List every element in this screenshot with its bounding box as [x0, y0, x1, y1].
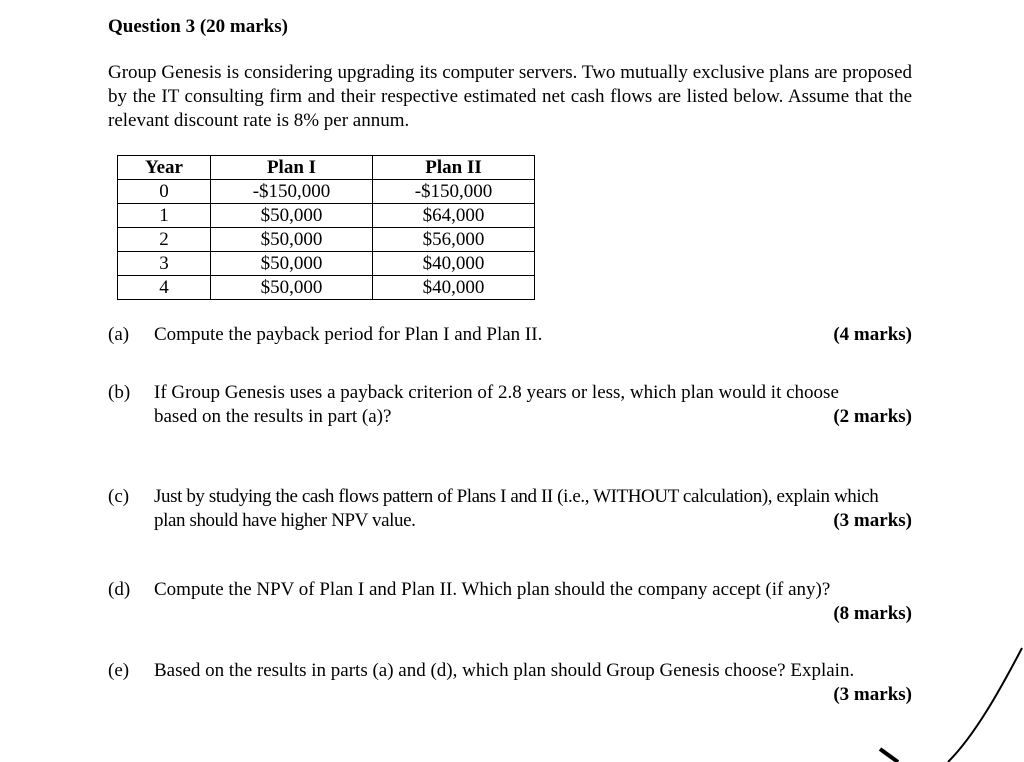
pen-stroke-line — [948, 648, 1022, 762]
cell-year: 2 — [118, 228, 211, 252]
cell-plan-1: $50,000 — [211, 228, 373, 252]
part-d-marks: (8 marks) — [833, 603, 912, 624]
header-plan-1: Plan I — [211, 156, 373, 180]
part-b-marks: (2 marks) — [833, 406, 912, 427]
cell-plan-2: $56,000 — [373, 228, 535, 252]
part-c-label: (c) — [108, 486, 130, 507]
part-a-text: Compute the payback period for Plan I and Plan II. — [154, 324, 543, 345]
intro-text: Group Genesis is considering upgrading its computer servers. Two mutually exclusive plans are proposed by the IT consulting firm and their respective estimated net cash flows are listed below. Assume that the relevant discount rate is 8% per annum. — [108, 62, 912, 131]
cell-year: 4 — [118, 276, 211, 300]
cell-year: 0 — [118, 180, 211, 204]
part-d-label: (d) — [108, 579, 131, 600]
part-b-text: If Group Genesis uses a payback criterion of 2.8 years or less, which plan would it choose based on the results in part (a)? — [154, 382, 839, 427]
cell-plan-1: $50,000 — [211, 252, 373, 276]
cell-plan-2: $64,000 — [373, 204, 535, 228]
cell-plan-2: -$150,000 — [373, 180, 535, 204]
cell-year: 1 — [118, 204, 211, 228]
part-c-text: Just by studying the cash flows pattern of Plans I and II (i.e., WITHOUT calculation), explain which plan should have higher NPV value. — [154, 486, 879, 531]
part-a-label: (a) — [108, 324, 130, 345]
header-plan-2: Plan II — [373, 156, 535, 180]
part-c-marks: (3 marks) — [833, 510, 912, 531]
part-d-text: Compute the NPV of Plan I and Plan II. Which plan should the company accept (if any)? — [154, 579, 831, 600]
question-title: Question 3 (20 marks) — [108, 16, 288, 37]
header-year: Year — [118, 156, 211, 180]
cell-year: 3 — [118, 252, 211, 276]
pen-stroke-tick — [880, 749, 898, 762]
cell-plan-1: -$150,000 — [211, 180, 373, 204]
cell-plan-1: $50,000 — [211, 204, 373, 228]
cell-plan-1: $50,000 — [211, 276, 373, 300]
part-b-label: (b) — [108, 382, 131, 403]
cell-plan-2: $40,000 — [373, 252, 535, 276]
part-a-marks: (4 marks) — [833, 324, 912, 345]
part-e-label: (e) — [108, 660, 130, 681]
part-e-marks: (3 marks) — [833, 684, 912, 705]
part-e-text: Based on the results in parts (a) and (d), which plan should Group Genesis choose? Explain. — [154, 660, 855, 681]
cell-plan-2: $40,000 — [373, 276, 535, 300]
